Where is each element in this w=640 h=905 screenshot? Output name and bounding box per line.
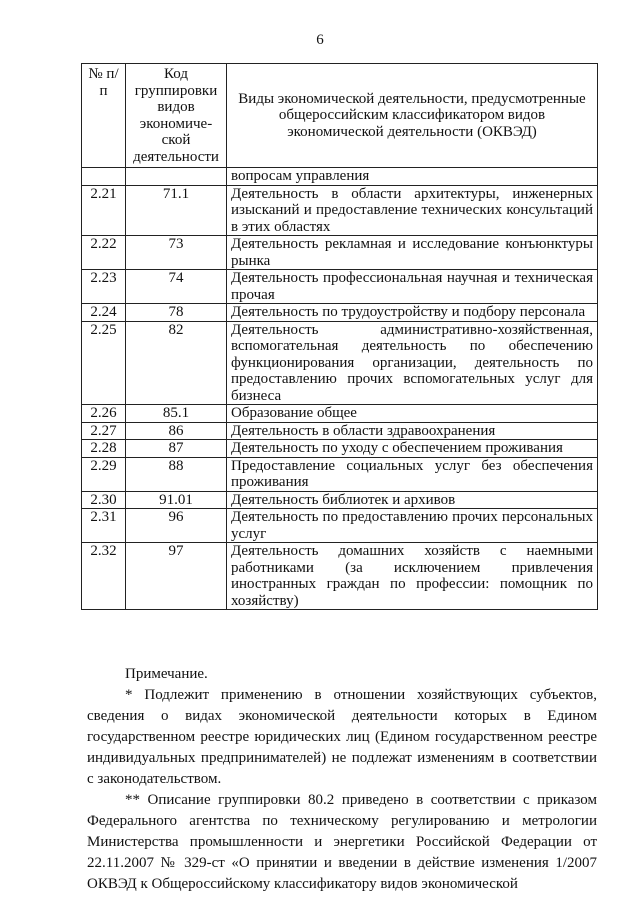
- note-1: * Подлежит применению в отношении хозяйствующих субъектов, сведения о видах экономической деятельности которых в Едином государственном реестре юридических лиц (Едином государственном реестре индивидуальных предпринимателей) не подлежат изменениям в соответствии с законодательством.: [87, 687, 597, 787]
- row-num: 2.31: [82, 509, 126, 543]
- row-num: 2.21: [82, 185, 126, 236]
- table-row: [82, 405, 598, 423]
- row-desc: вопросам управления: [227, 168, 598, 186]
- row-desc: Деятельность в области архитектуры, инженерных изысканий и предоставление технических консультаций в этих областях: [227, 185, 598, 236]
- table-row: [82, 321, 598, 405]
- row-code: 91.01: [126, 491, 227, 509]
- row-desc: Деятельность рекламная и исследование конъюнктуры рынка: [227, 236, 598, 270]
- row-num: 2.27: [82, 422, 126, 440]
- row-code: 82: [126, 321, 227, 405]
- row-code: 97: [126, 543, 227, 610]
- row-desc: Деятельность домашних хозяйств с наемными работниками (за исключением привлечения иностранных граждан по профессии: помощник по хозяйству): [227, 543, 598, 610]
- note-2: ** Описание группировки 80.2 приведено в соответствии с приказом Федерального агентства по техническому регулированию и метрологии Министерства промышленности и энергетики Российской Федерации от 22.11.2007 № 329-ст «О принятии и введении в действие изменения 1/2007 ОКВЭД к Общероссийскому классификатору видов экономической: [87, 792, 597, 892]
- page-number: 6: [316, 32, 324, 48]
- row-num: 2.26: [82, 405, 126, 423]
- row-num: 2.25: [82, 321, 126, 405]
- row-desc: Деятельность по уходу с обеспечением проживания: [227, 440, 598, 458]
- row-num: 2.24: [82, 304, 126, 322]
- row-num: [82, 168, 126, 186]
- row-num: 2.29: [82, 457, 126, 491]
- row-num: 2.23: [82, 270, 126, 304]
- table-row: [82, 422, 598, 440]
- header-desc: Виды экономической деятельности, предусмотренные общероссийским классификатором видов экономической деятельности (ОКВЭД): [227, 64, 598, 168]
- row-num: 2.30: [82, 491, 126, 509]
- table-row: [82, 185, 598, 236]
- row-num: 2.28: [82, 440, 126, 458]
- row-code: 78: [126, 304, 227, 322]
- notes-section: [87, 664, 597, 895]
- table-row: [82, 491, 598, 509]
- row-desc: Образование общее: [227, 405, 598, 423]
- row-desc: Деятельность административно-хозяйственная, вспомогательная деятельность по обеспечению функционирования организации, деятельность по предоставлению прочих вспомогательных услуг для бизнеса: [227, 321, 598, 405]
- table-row: [82, 440, 598, 458]
- row-desc: Деятельность профессиональная научная и техническая прочая: [227, 270, 598, 304]
- table-row: [82, 168, 598, 186]
- row-code: 86: [126, 422, 227, 440]
- table-row: [82, 543, 598, 610]
- row-code: [126, 168, 227, 186]
- row-code: 85.1: [126, 405, 227, 423]
- table-row: [82, 236, 598, 270]
- row-code: 88: [126, 457, 227, 491]
- header-num: № п/п: [82, 64, 126, 168]
- row-desc: Предоставление социальных услуг без обеспечения проживания: [227, 457, 598, 491]
- table-row: [82, 270, 598, 304]
- notes-title: Примечание.: [125, 666, 208, 682]
- row-code: 87: [126, 440, 227, 458]
- row-code: 96: [126, 509, 227, 543]
- table-row: [82, 457, 598, 491]
- table-header-row: [82, 64, 598, 168]
- row-desc: Деятельность библиотек и архивов: [227, 491, 598, 509]
- row-desc: Деятельность в области здравоохранения: [227, 422, 598, 440]
- table-row: [82, 509, 598, 543]
- header-code: Код группировки видов экономиче-ской деятельности: [126, 64, 227, 168]
- row-desc: Деятельность по трудоустройству и подбору персонала: [227, 304, 598, 322]
- row-num: 2.22: [82, 236, 126, 270]
- row-code: 71.1: [126, 185, 227, 236]
- row-code: 74: [126, 270, 227, 304]
- okved-table: [81, 63, 598, 610]
- row-desc: Деятельность по предоставлению прочих персональных услуг: [227, 509, 598, 543]
- row-code: 73: [126, 236, 227, 270]
- row-num: 2.32: [82, 543, 126, 610]
- table-row: [82, 304, 598, 322]
